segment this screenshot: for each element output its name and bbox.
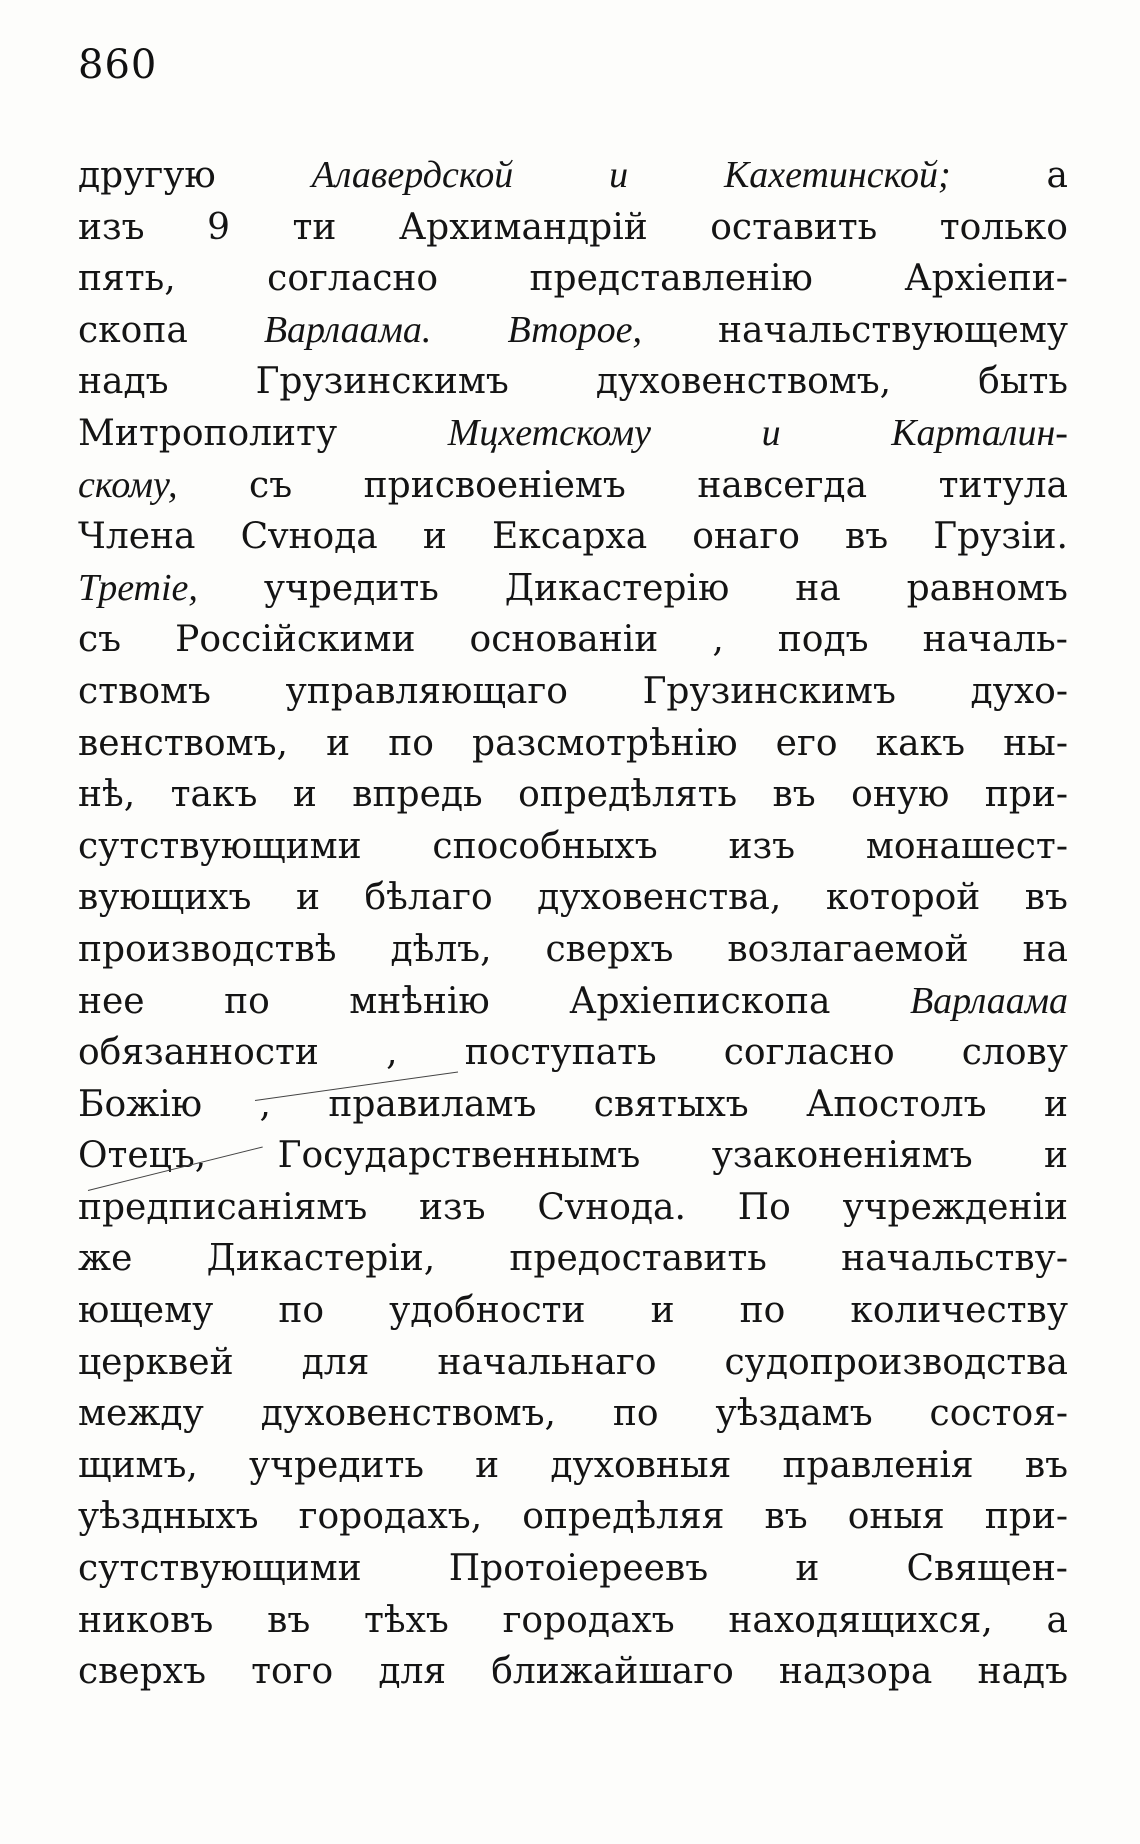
word: производствѣ: [78, 928, 337, 970]
word: сутствующими: [78, 825, 362, 867]
word: надъ: [977, 1651, 1068, 1693]
text-line: [78, 924, 1068, 976]
text-line: [78, 1285, 1068, 1337]
word: предоставить: [509, 1238, 767, 1280]
word: въ: [267, 1599, 311, 1641]
word: поступать: [464, 1032, 657, 1074]
word: опредѣлять: [518, 774, 738, 816]
text-line: [78, 150, 1068, 202]
word: возлагаемой: [727, 928, 969, 970]
text-line: [78, 356, 1068, 408]
word: нее: [78, 980, 145, 1022]
italic-word: и: [609, 154, 629, 196]
text-line: [78, 305, 1068, 357]
word: Грузинскимъ: [642, 670, 896, 712]
word: по: [224, 980, 270, 1022]
word: Дикастерію: [504, 567, 730, 609]
word: титула: [938, 464, 1068, 506]
word: равномъ: [906, 567, 1068, 609]
text-line: [78, 1440, 1068, 1492]
word: согласно: [723, 1032, 895, 1074]
word: скопа: [78, 309, 188, 351]
word: управляющаго: [285, 670, 568, 712]
word: и: [1044, 1083, 1068, 1125]
page-number: 860: [78, 42, 158, 88]
word: судопроизводства: [724, 1341, 1068, 1383]
word: узаконеніямъ: [711, 1135, 973, 1177]
word: мнѣнію: [349, 980, 490, 1022]
word: правленія: [782, 1444, 974, 1486]
word: ближайшаго: [491, 1651, 734, 1693]
word: впредь: [352, 774, 483, 816]
word: духовенствомъ,: [260, 1393, 556, 1435]
text-line: [78, 511, 1068, 563]
word: монашест-: [865, 825, 1068, 867]
word: для: [301, 1341, 370, 1383]
word: началь-: [922, 619, 1068, 661]
word: въ: [772, 774, 816, 816]
text-line: [78, 614, 1068, 666]
text-line: [78, 1388, 1068, 1440]
word: церквей: [78, 1341, 234, 1383]
word: оставить: [710, 206, 878, 248]
italic-word: Карталин-: [891, 411, 1068, 454]
word: способныхъ: [432, 825, 658, 867]
word: ,: [259, 1083, 271, 1125]
word: начальствующему: [717, 309, 1068, 351]
word: тѣхъ: [363, 1599, 449, 1641]
italic-word: скому,: [78, 463, 178, 506]
text-line: [78, 666, 1068, 718]
word: уѣздамъ: [715, 1393, 873, 1435]
word: въ: [764, 1496, 808, 1538]
word: Грузіи.: [933, 516, 1068, 558]
word: и: [422, 516, 447, 558]
word: изъ: [419, 1186, 486, 1228]
word: ,: [712, 619, 724, 661]
word: при-: [984, 1496, 1068, 1538]
word: духовныя: [550, 1444, 732, 1486]
text-line: [78, 1491, 1068, 1543]
word: того: [251, 1651, 334, 1693]
text-line: [78, 1646, 1068, 1698]
word: быть: [978, 361, 1068, 403]
text-line: [78, 1337, 1068, 1389]
text-line: [78, 1079, 1068, 1131]
word: Сvнода: [240, 516, 378, 558]
word: Грузинскимъ: [255, 361, 509, 403]
word: 9: [207, 206, 230, 248]
word: учредить: [263, 567, 439, 609]
word: другую: [78, 155, 216, 196]
word: подъ: [777, 619, 869, 661]
word: ти: [292, 206, 337, 248]
word: сутствующими: [78, 1548, 362, 1590]
word: между: [78, 1393, 204, 1435]
text-line: [78, 253, 1068, 305]
italic-word: Варлаама.: [263, 308, 432, 351]
word: слову: [961, 1032, 1068, 1074]
word: Отецъ,: [78, 1135, 207, 1177]
word: при-: [984, 774, 1068, 816]
word: а: [1046, 155, 1068, 196]
word: опредѣляя: [522, 1496, 725, 1538]
word: находящихся,: [728, 1599, 993, 1641]
word: и: [475, 1444, 500, 1486]
word: такъ: [170, 774, 258, 816]
word: предписаніямъ: [78, 1186, 368, 1228]
word: надъ: [78, 361, 169, 403]
word: никовъ: [78, 1599, 214, 1641]
word: по: [612, 1393, 659, 1435]
word: и: [326, 722, 351, 764]
word: какъ: [875, 722, 966, 764]
text-line: [78, 460, 1068, 512]
word: же: [78, 1238, 133, 1280]
word: учредить: [248, 1444, 424, 1486]
word: изъ: [78, 206, 145, 248]
word: вующихъ: [78, 877, 252, 919]
word: состоя-: [929, 1393, 1068, 1435]
word: правиламъ: [328, 1083, 537, 1125]
word: духовенства,: [537, 877, 782, 919]
word: его: [775, 722, 838, 764]
word: сверхъ: [78, 1651, 206, 1693]
word: по: [388, 722, 434, 764]
word: присвоеніемъ: [363, 464, 626, 506]
italic-word: Алавердской: [311, 154, 514, 196]
word: Священ-: [906, 1548, 1068, 1590]
word: оную: [851, 774, 950, 816]
word: духо-: [970, 670, 1068, 712]
text-line: [78, 976, 1068, 1028]
word: а: [1046, 1599, 1068, 1641]
word: изъ: [728, 825, 795, 867]
text-line: [78, 821, 1068, 873]
word: и: [295, 877, 320, 919]
word: городахъ,: [298, 1496, 483, 1538]
word: начальству-: [841, 1238, 1068, 1280]
word: и: [650, 1290, 675, 1332]
word: ны-: [1003, 722, 1068, 764]
word: пять,: [78, 258, 176, 300]
word: согласно: [267, 258, 439, 300]
word: разсмотрѣнію: [472, 722, 738, 764]
word: Митрополиту: [78, 412, 338, 454]
word: и: [1043, 1135, 1068, 1177]
word: представленію: [529, 258, 813, 300]
word: съ: [78, 619, 122, 661]
word: Архіепископа: [569, 980, 831, 1022]
word: ,: [386, 1032, 398, 1074]
word: святыхъ: [593, 1083, 749, 1125]
word: по: [739, 1290, 786, 1332]
word: удобности: [389, 1290, 586, 1332]
text-line: [78, 872, 1068, 924]
italic-word: Мцхетскому: [447, 411, 651, 454]
word: по: [278, 1290, 325, 1332]
italic-word: Кахетинской;: [723, 154, 951, 196]
body-text: [78, 150, 1068, 1698]
word: Апостолъ: [806, 1083, 987, 1125]
text-line: [78, 1543, 1068, 1595]
word: оныя: [847, 1496, 945, 1538]
word: ющему: [78, 1290, 214, 1332]
word: навсегда: [697, 464, 868, 506]
word: начальнаго: [437, 1341, 657, 1383]
text-line: [78, 769, 1068, 821]
word: ствомъ: [78, 670, 211, 712]
text-line: [78, 1595, 1068, 1647]
word: которой: [825, 877, 981, 919]
word: на: [795, 567, 841, 609]
text-line: [78, 408, 1068, 460]
word: Архіепи-: [904, 258, 1068, 300]
word: онаго: [692, 516, 800, 558]
word: щимъ,: [78, 1444, 198, 1486]
word: основаніи: [469, 619, 659, 661]
word: дѣлъ,: [390, 928, 492, 970]
word: духовенствомъ,: [595, 361, 892, 403]
italic-word: Варлаама: [909, 979, 1068, 1022]
word: съ: [249, 464, 293, 506]
word: и: [795, 1548, 820, 1590]
word: Протоіереевъ: [448, 1548, 709, 1590]
word: Государственнымъ: [277, 1135, 641, 1177]
word: Божію: [78, 1083, 203, 1125]
word: въ: [845, 516, 889, 558]
text-line: [78, 202, 1068, 254]
word: Россійскими: [175, 619, 416, 661]
italic-word: Второе,: [507, 308, 642, 351]
text-line: [78, 1182, 1068, 1234]
word: надзора: [778, 1651, 933, 1693]
word: Дикастеріи,: [206, 1238, 436, 1280]
word: и: [292, 774, 317, 816]
word: на: [1022, 928, 1068, 970]
italic-word: Третіе,: [78, 566, 198, 609]
word: По: [737, 1186, 791, 1228]
word: сверхъ: [545, 928, 674, 970]
italic-word: и: [761, 411, 781, 454]
word: обязанности: [78, 1032, 319, 1074]
word: городахъ: [502, 1599, 675, 1641]
word: Ексарха: [491, 516, 648, 558]
word: венствомъ,: [78, 722, 288, 764]
word: учрежденіи: [842, 1186, 1068, 1228]
text-line: [78, 563, 1068, 615]
word: Архимандрій: [398, 206, 648, 248]
word: уѣздныхъ: [78, 1496, 259, 1538]
word: количеству: [850, 1290, 1068, 1332]
word: только: [939, 206, 1068, 248]
text-line: [78, 1027, 1068, 1079]
text-line: [78, 1233, 1068, 1285]
word: въ: [1024, 877, 1068, 919]
word: Сvнода.: [537, 1186, 686, 1228]
word: для: [378, 1651, 447, 1693]
word: въ: [1024, 1444, 1068, 1486]
word: Члена: [78, 516, 196, 558]
text-line: [78, 718, 1068, 770]
word: нѣ,: [78, 774, 136, 816]
word: бѣлаго: [364, 877, 493, 919]
